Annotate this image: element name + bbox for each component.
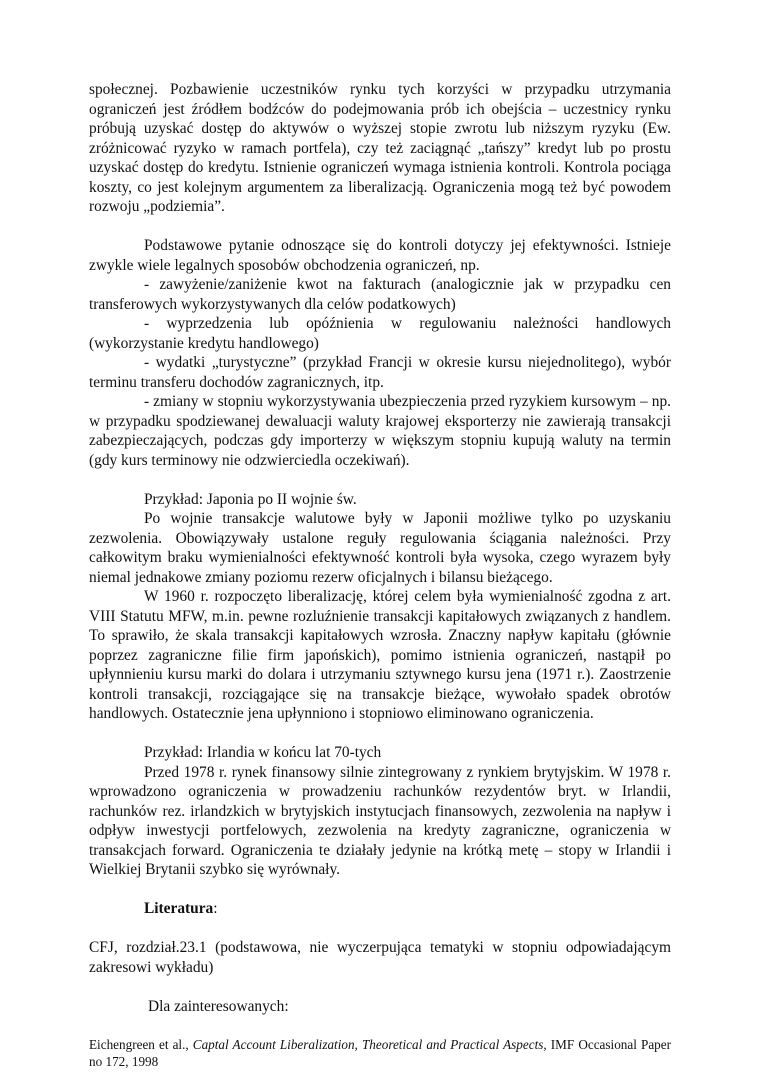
spacer	[89, 724, 671, 744]
paragraph-ireland: Przed 1978 r. rynek finansowy silnie zintegrowany z rynkiem brytyjskim. W 1978 r. wprowadzono ograniczenia w prowadzeniu rachunków rezydentów bryt. w Irlandii, rachunków rez. irlandzkich w brytyjskich instytucjach finansowych, zezwolenia na napływ i odpływ inwestycji portfelowych, zezwolenia na kredyty zagraniczne, ograniczenia w transakcjach forward. Ograniczenia te działały jedynie na krótką metę – stopy w Irlandii i Wielkiej Brytanii szybko się wyrównały.	[89, 763, 671, 878]
reference-authors: Eichengreen et al.,	[89, 1036, 193, 1052]
list-item: - wydatki „turystyczne” (przykład Francji w okresie kursu niejednolitego), wybór terminu transferu dochodów zagranicznych, itp.	[89, 354, 671, 391]
list-item: - zawyżenie/zaniżenie kwot na fakturach (analogicznie jak w przypadku cen transferowych wykorzystywanych dla celów podatkowych)	[89, 276, 671, 313]
literature-interested: Dla zainteresowanych:	[148, 997, 289, 1015]
spacer	[89, 1016, 671, 1036]
example-ireland-title: Przykład: Irlandia w końcu lat 70-tych	[144, 744, 382, 761]
paragraph-japan-2: W 1960 r. rozpoczęto liberalizację, której celem była wymienialność zgodna z art. VIII Statutu MFW, m.in. pewne rozluźnienie transakcji kapitałowych związanych z handlem. To sprawiło, że skala transakcji kapitałowych wzrosła. Znaczny napływ kapitału (głównie poprzez zagraniczne filie firm japońskich), pomimo istnienia ograniczeń, nastąpił po upłynnieniu kursu marki do dolara i utrzymaniu sztywnego kursu jena (1971 r.). Zaostrzenie kontroli transakcji, rozciągające się na transakcje bieżące, wywołało spadek obrotów handlowych. Ostatecznie jena upłynniono i stopniowo eliminowano ograniczenia.	[89, 588, 671, 722]
list-item: - zmiany w stopniu wykorzystywania ubezpieczenia przed ryzykiem kursowym – np. w przypadku spodziewanej dewaluacji waluty krajowej eksporterzy nie zawierają transakcji zabezpieczających, podczas gdy importerzy w większym stopniu kupują waluty na termin (gdy kurs terminowy nie odzwierciedla oczekiwań).	[89, 393, 671, 469]
literature-reference	[89, 1036, 671, 1071]
literature-basic: CFJ, rozdział.23.1 (podstawowa, nie wyczerpująca tematyki w stopniu odpowiadającym zakresowi wykładu)	[89, 939, 671, 976]
literature-heading: Literatura	[144, 900, 214, 917]
reference-title: Captal Account Liberalization, Theoretical and Practical Aspects	[192, 1036, 544, 1052]
document-page	[89, 80, 671, 1071]
literature-heading-line	[89, 899, 671, 919]
spacer	[89, 470, 671, 490]
spacer	[89, 919, 671, 939]
paragraph-control-efficiency: Podstawowe pytanie odnoszące się do kontroli dotyczy jej efektywności. Istnieje zwykle wiele legalnych sposobów obchodzenia ograniczeń, np.	[89, 237, 671, 274]
list-item: - wyprzedzenia lub opóźnienia w regulowaniu należności handlowych (wykorzystanie kredytu handlowego)	[89, 315, 671, 352]
spacer	[89, 977, 671, 997]
literature-colon: :	[213, 900, 218, 917]
spacer	[89, 217, 671, 237]
paragraph-japan-1: Po wojnie transakcje walutowe były w Japonii możliwe tylko po uzyskaniu zezwolenia. Obowiązywały ustalone reguły regulowania ściągania należności. Przy całkowitym braku wymienialności efektywność kontroli była wysoka, czego wyrazem były niemal jednakowe zmiany poziomu rezerw oficjalnych i bilansu bieżącego.	[89, 510, 671, 586]
spacer	[89, 880, 671, 900]
example-japan-title: Przykład: Japonia po II wojnie św.	[144, 490, 357, 508]
reference-details: , IMF Occasional Paper no 172, 1998	[89, 1036, 672, 1069]
paragraph-intro: społecznej. Pozbawienie uczestników rynku tych korzyści w przypadku utrzymania ograniczeń jest źródłem bodźców do podejmowania prób ich obejścia – uczestnicy rynku próbują uzyskać dostęp do aktywów o wyższej stopie zwrotu lub niższym ryzyku (Ew. zróżnicować ryzyko w ramach portfela), czy też zaciągnąć „tańszy” kredyt lub po prostu uzyskać dostęp do kredytu. Istnienie ograniczeń wymaga istnienia kontroli. Kontrola pociąga koszty, co jest kolejnym argumentem za liberalizacją. Ograniczenia mogą też być powodem rozwoju „podziemia”.	[89, 81, 671, 215]
